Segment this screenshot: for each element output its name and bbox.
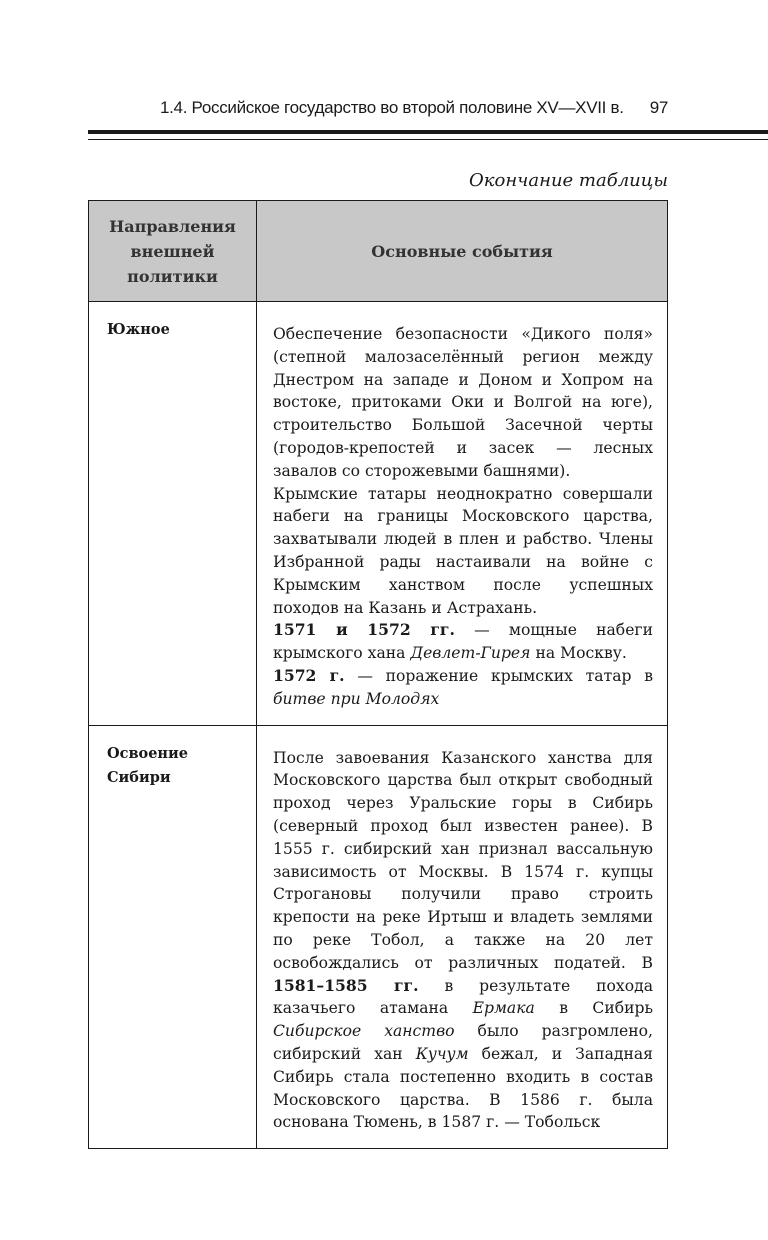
column-header-events: Основные события — [257, 201, 668, 302]
event-text: на Москву. — [530, 644, 627, 663]
event-date: 1581–1585 гг. — [273, 975, 419, 995]
column-header-directions: Направления внешней политики — [89, 201, 257, 302]
events-paragraph: Крымские татары неоднократно совершали набеги на границы Московского царства, захватывали людей в плен и рабство. Члены Избранной рады настаивали на войне с Крымским ханством после успешных походов на Казань и Астрахань. — [273, 484, 653, 617]
battle-name: битве при Молодях — [273, 689, 440, 708]
events-table — [88, 200, 668, 1149]
events-paragraph: Обеспечение безопасности «Дикого поля» (степной малозаселённый регион между Днестром на западе и Доном и Хопром на востоке, притоками Оки и Волгой на юге), строительство Большой Засечной черты (городов-крепостей и засек — лесных завалов со сторожевыми башнями). — [273, 325, 653, 480]
events-paragraph — [273, 747, 653, 1135]
events-cell — [257, 302, 668, 726]
table-row — [89, 302, 668, 726]
event-text: в результате похода казачьего атамана — [273, 976, 653, 1018]
person-name: Кучум — [415, 1044, 469, 1063]
event-text: После завоевания Казанского ханства для Московского царства был открыт свободный проход через Уральские горы в Сибирь (северный проход был известен ранее). В 1555 г. сибирский хан признал вассальную зависимость от Москвы. В 1574 г. купцы Строгановы получили право строить крепости на реке Иртыш и владеть землями по реке Тобол, а также на 20 лет освобождались от различных податей. В — [273, 748, 653, 972]
page-number: 97 — [649, 98, 668, 117]
direction-cell: Освоение Сибири — [89, 725, 257, 1149]
person-name: Девлет-Гирея — [410, 644, 531, 663]
person-name: Ермака — [472, 999, 535, 1018]
events-paragraph — [273, 665, 653, 711]
direction-cell: Южное — [89, 302, 257, 726]
event-text: — поражение крымских татар в — [344, 666, 653, 685]
event-text: бежал, и Западная Сибирь стала постепенно входить в состав Московского царства. В 1586 г. была основана Тюмень, в 1587 г. — Тобольск — [273, 1044, 654, 1132]
khanate-name: Сибирское ханство — [273, 1022, 455, 1041]
event-date: 1572 г. — [273, 665, 345, 685]
table-caption: Окончание таблицы — [468, 170, 668, 191]
header-rule-thin — [88, 139, 768, 140]
event-text: в Сибирь — [534, 999, 653, 1018]
events-cell — [257, 725, 668, 1149]
events-paragraph — [273, 619, 653, 665]
table-header-row — [89, 201, 668, 302]
event-text: было разгромлено, сибирский хан — [273, 1022, 653, 1063]
header-rule-thick — [88, 130, 768, 134]
table-row — [89, 725, 668, 1149]
event-text: — мощные набеги крымского хана — [273, 621, 653, 663]
event-date: 1571 и 1572 гг. — [273, 620, 455, 640]
running-header-title: 1.4. Российское государство во второй половине XV—XVII в. — [159, 98, 624, 117]
running-header — [88, 98, 668, 124]
